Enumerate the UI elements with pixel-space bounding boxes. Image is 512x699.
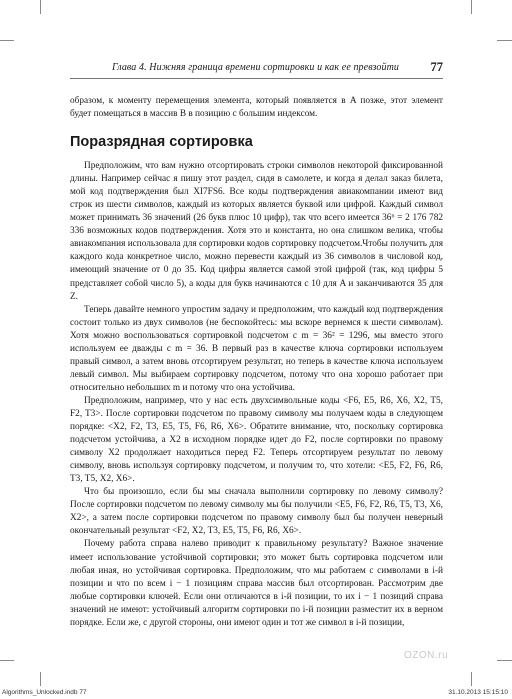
paragraph: Что бы произошло, если бы мы сначала выполнили сортировку по левому символу? После сортировки подсчетом по левому символу мы бы получили <E5, F6, F2, R6, T5, T3, X6, X2>, а затем после сортировки подсчетом по правому символу был бы получен неверный окончательный результат <F2, X2, T3, E5, T5, F6, R6, X6>.: [70, 487, 443, 537]
page-header: [70, 60, 443, 79]
lead-paragraph: образом, к моменту перемещения элемента, который появляется в A позже, этот элемент будет помещаться в массив B в позицию с большим индексом.: [70, 96, 443, 120]
crop-mark: [40, 0, 41, 14]
crop-mark: [497, 40, 512, 41]
paragraph: Предположим, что вам нужно отсортировать строки символов некоторой фиксированной длины. Например сейчас я пишу этот раздел, сидя в самолете, и когда я делал заказ билета, мой код подтверждения был XI7FS6. Все коды подтверждения авиакомпании имеют вид строк из шести символов, каждый из которых является буквой или цифрой. Каждый символ может принимать 36 значений (26 букв плюс 10 цифр), так что всего имеется 36⁶ = 2 176 782 336 возможных кодов подтверждения. Хотя это и константа, но она слишком велика, чтобы авиакомпания использовала для сортировки кодов сортировку подсчетом.Чтобы получить для каждого кода конкретное число, можно перевести каждый из 36 символов в числовой код, имеющий значение от 0 до 35. Код цифры является самой этой цифрой (так, код цифры 5 представляет собой число 5), а коды для букв начинаются с 10 для A и заканчиваются 35 для Z.: [70, 161, 443, 302]
crop-mark: [471, 672, 472, 686]
footer-file: Algorithms_Unlocked.indb 77: [2, 689, 87, 696]
paragraph: Теперь давайте немного упростим задачу и предположим, что каждый код подтверждения состоит только из двух символов (не беспокойтесь: мы вскоре вернемся к шести символам). Хотя можно воспользоваться сортировкой подсчетом с m = 36² = 1296, мы вместо этого используем ее дважды с m = 36. В первый раз в качестве ключа сортировки используем правый символ, а затем вновь отсортируем результат, но теперь в качестве ключа используем левый символ. Мы выбираем сортировку подсчетом, потому что она хорошо работает при относительно небольших m и потому что она устойчива.: [70, 304, 443, 393]
page-body: [70, 95, 443, 630]
crop-mark: [40, 672, 41, 686]
section-title: Поразрядная сортировка: [70, 134, 253, 151]
paragraph: Предположим, например, что у нас есть двухсимвольные коды <F6, E5, R6, X6, X2, T5, F2, T3>. После сортировки подсчетом по правому символу мы получаем коды в следующем порядке: <X2, F2, T3, E5, T5, F6, R6, X6>. Обратите внимание, что, поскольку сортировка подсчетом устойчива, а X2 в исходном порядке идет до F2, после сортировки по правому символу X2 продолжает находиться перед F2. Теперь отсортируем результат по левому символу, вновь используя сортировку подсчетом, и получим то, что хотели: <E5, F2, F6, R6, T3, T5, X2, X6>.: [70, 395, 443, 485]
footer-timestamp: 31.10.2013 15:15:10: [448, 689, 508, 696]
crop-mark: [0, 40, 14, 41]
crop-mark: [471, 0, 472, 14]
crop-mark: [0, 660, 14, 661]
paragraph: Почему работа справа налево приводит к правильному результату? Важное значение имеет использование устойчивой сортировки; это может быть сортировка подсчетом или любая иная, но устойчивая сортировка. Предположим, что мы работаем с символами в i-й позиции и что по всем i − 1 позициям справа массив был отсортирован. Рассмотрим две любые сортировки ключей. Если они отличаются в i-й позиции, то их i − 1 позиций справа значений не имеют: устойчивый алгоритм сортировки по i-й позиции разместит их в верном порядке. Если же, с другой стороны, они имеют один и тот же символ в i-й позиции,: [70, 539, 443, 628]
page-number: 77: [430, 60, 443, 74]
watermark: OZON.ru: [404, 650, 449, 661]
crop-mark: [497, 660, 512, 661]
running-title: Глава 4. Нижняя граница времени сортировки и как ее превзойти: [111, 62, 399, 73]
